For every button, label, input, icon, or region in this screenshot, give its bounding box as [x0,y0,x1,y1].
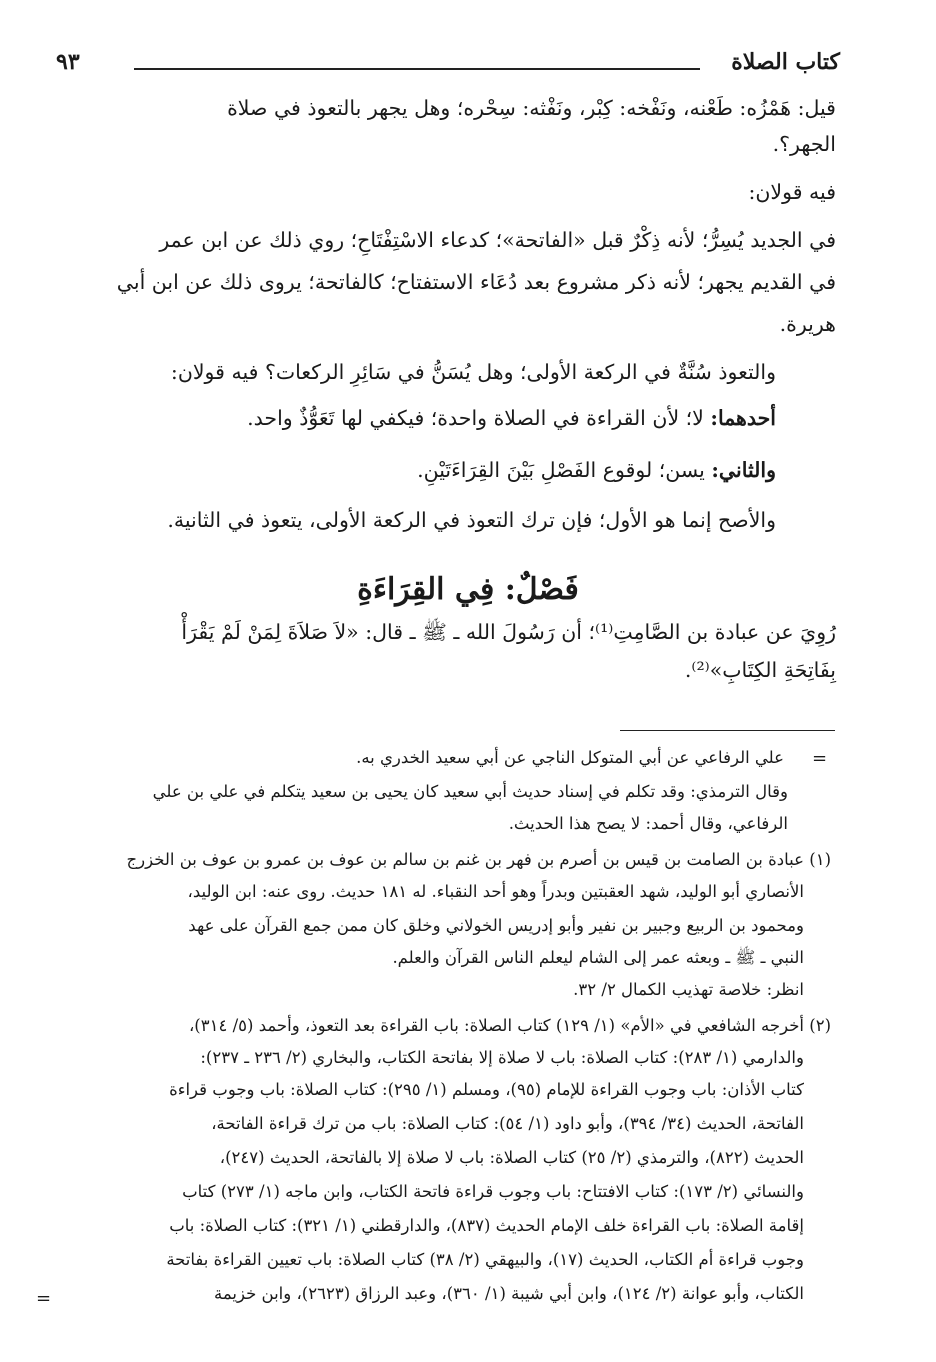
text-line: فيه قولان: [748,180,836,204]
footnote-line: الحديث (٨٢٢)، والترمذي (٢/ ٢٥) كتاب الصلاة: باب لا صلاة إلا بالفاتحة، الحديث (٢٤٧)، [219,1148,804,1167]
footnote-line: علي الرفاعي عن أبي المتوكل الناجي عن أبي سعيد الخدري به. [356,748,784,767]
first-opinion-text: لا؛ لأن القراءة في الصلاة واحدة؛ فيكفي لها تَعَوُّذٌ واحد. [247,406,711,430]
first-opinion-label: أحدهما: [710,406,776,430]
page-number: ٩٣ [56,49,80,75]
footnote-line: (١) عبادة بن الصامت بن قيس بن أصرم بن فهر بن غنم بن سالم بن عوف بن عمرو بن عوف بن الخزرج [126,850,831,869]
text-line: الجهر؟. [772,132,836,156]
text-line [247,406,776,430]
footnote-separator [620,730,835,731]
header-rule [134,68,700,70]
footnote-line: الفاتحة، الحديث (٣٤/ ٣٩٤)، وأبو داود (١/ ٥٤): كتاب الصلاة: باب من ترك قراءة الفاتحة، [211,1114,804,1133]
text-line: قيل: هَمْزُه: طَعْنه، ونَفْخه: كِبْر، ونَفْثه: سِحْره؛ وهل يجهر بالتعوذ في صلاة [227,96,836,120]
footnote-line: والدارمي (١/ ٢٨٣): كتاب الصلاة: باب لا صلاة إلا بفاتحة الكتاب، والبخاري (٢/ ٢٣٦ ـ ٢٣٧): [200,1048,804,1067]
text-line: والأصح إنما هو الأول؛ فإن ترك التعوذ في الركعة الأولى، يتعوذ في الثانية. [167,508,776,532]
text-line: رُوِيَ عن عبادة بن الصَّامِتِ⁽¹⁾؛ أن رَسُولَ الله ـ ﷺ ـ قال: «لاَ صَلاَةَ لِمَنْ لَمْ يَقْرَأْ [181,620,836,644]
footnote-line: (٢) أخرجه الشافعي في «الأم» (١/ ١٢٩) كتاب الصلاة: باب القراءة بعد التعوذ، وأحمد (٥/ ٣١٤)، [188,1016,831,1035]
footnote-line: وقال الترمذي: وقد تكلم في إسناد حديث أبي سعيد كان يحيى بن سعيد يتكلم في علي بن علي [152,782,788,801]
text-line: بِفَاتِحَةِ الكِتَابِ»⁽²⁾. [684,658,836,682]
second-opinion-label: والثاني: [711,458,776,482]
text-line: في القديم يجهر؛ لأنه ذكر مشروع بعد دُعَاء الاستفتاح؛ كالفاتحة؛ يروى ذلك عن ابن أبي [116,270,836,294]
footnote-line: انظر: خلاصة تهذيب الكمال ٢/ ٣٢. [573,980,804,999]
footnote-line: إقامة الصلاة: باب القراءة خلف الإمام الحديث (٨٣٧)، والدارقطني (١/ ٣٢١): كتاب الصلاة: باب [169,1216,804,1235]
chapter-title: كتاب الصلاة [731,49,840,75]
continuation-marker: = [812,748,828,769]
footnote-line: الرفاعي، وقال أحمد: لا يصح هذا الحديث. [508,814,788,833]
text-line: في الجديد يُسِرُّ؛ لأنه ذِكْرٌ قبل «الفاتحة»؛ كدعاء الاسْتِفْتَاحِ؛ روي ذلك عن ابن عمر [159,228,836,252]
footnote-line: الأنصاري أبو الوليد، شهد العقبتين وبدراً وهو أحد النقباء. له ١٨١ حديث. روى عنه: ابن الوليد، [187,882,804,901]
text-line [417,458,776,482]
footnote-line: الكتاب، وأبو عوانة (٢/ ١٢٤)، وابن أبي شيبة (١/ ٣٦٠)، وعبد الرزاق (٢٦٢٣)، وابن خزيمة [213,1284,804,1303]
footnote-line: ومحمود بن الربيع وجبير بن نفير وأبو إدريس الخولاني وخلق كان ممن جمع القرآن على عهد [188,916,804,935]
second-opinion-text: يسن؛ لوقوع الفَصْلِ بَيْنَ القِرَاءَتَيْنِ. [417,458,712,482]
text-line: والتعوذ سُنَّةٌ في الركعة الأولى؛ وهل يُسَنُّ في سَائِرِ الركعات؟ فيه قولان: [170,360,776,384]
footnote-line: والنسائي (٢/ ١٧٣): كتاب الافتتاح: باب وجوب قراءة فاتحة الكتاب، وابن ماجه (١/ ٢٧٣) كتاب [182,1182,804,1201]
continuation-marker: = [36,1288,52,1309]
footnote-line: كتاب الأذان: باب وجوب القراءة للإمام (٩٥)، ومسلم (١/ ٢٩٥): كتاب الصلاة: باب وجوب قراءة [169,1080,804,1099]
running-header [56,44,840,80]
text-line: هريرة. [779,312,836,336]
footnote-line: وجوب قراءة أم الكتاب، الحديث (١٧)، والبيهقي (٢/ ٣٨) كتاب الصلاة: باب تعيين القراءة بفاتحة [166,1250,804,1269]
section-heading: فَصْلٌ: فِي القِرَاءَةِ [357,572,579,607]
footnote-line: النبي ـ ﷺ ـ وبعثه عمر إلى الشام ليعلم الناس القرآن والعلم. [392,948,804,967]
